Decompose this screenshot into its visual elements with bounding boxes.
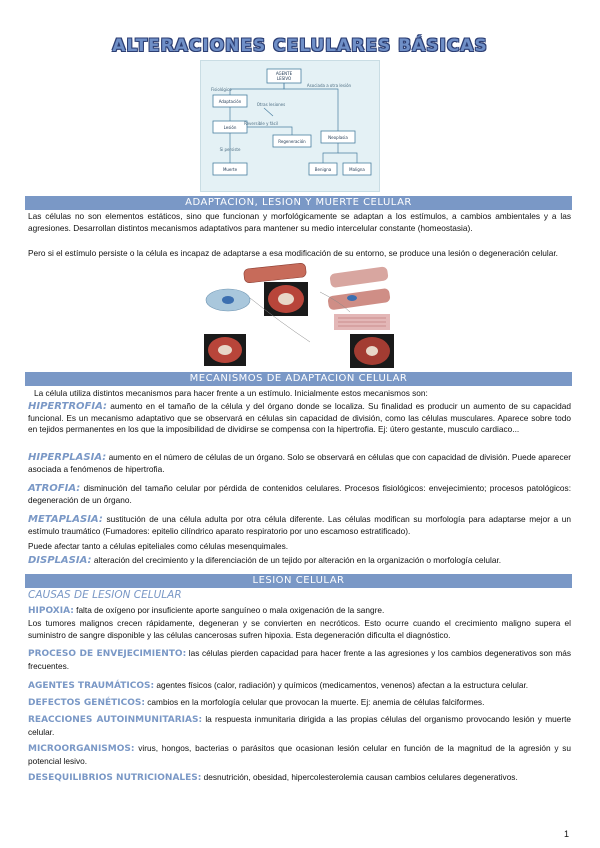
page-number: 1 [564, 829, 570, 839]
paragraph-lesion: Pero si el estímulo persiste o la célula es incapaz de adaptarse a esa modificación de su entorno, se produce una lesión o degeneración celular. [28, 248, 558, 258]
muscle-fiber-image-right [327, 266, 390, 310]
metaplasia-note: Puede afectar tanto a células epiteliales como células mesenquimales. [28, 541, 289, 551]
svg-text:Si persiste: Si persiste [219, 147, 241, 152]
atrophy-tissue-image [334, 314, 390, 330]
definition-envejecimiento: PROCESO DE ENVEJECIMIENTO: las células pierden capacidad para hacer frente a las agresiones y los cambios degenerativos son más frecuentes. [28, 648, 571, 671]
section-header-mecanismos: MECANISMOS DE ADAPTACION CELULAR [25, 372, 572, 386]
paragraph-intro: Las células no son elementos estáticos, sino que funcionan y morfológicamente se adaptan a los estímulos, a cambios ambientales y a las agresiones. Desarrollan distintos mecanismos adaptativos para mantener su medio intercelular constante (homeostasia). [28, 211, 571, 233]
svg-text:Otras lesiones: Otras lesiones [256, 102, 286, 107]
definition-microorganismos: MICROORGANISMOS: virus, hongos, bacterias o parásitos que ocasionan lesión celular en función de la magnitud de la agresión y su potencial lesivo. [28, 743, 571, 766]
svg-text:Neoplasia: Neoplasia [328, 135, 348, 140]
heart-cross-section-top [264, 282, 308, 316]
cell-injury-diagram [200, 60, 380, 192]
definition-displasia: DISPLASIA: alteración del crecimiento y la diferenciación de un tejido por alteración en la organización o morfología celular. [28, 555, 502, 566]
heart-cross-section-left [204, 334, 246, 366]
svg-text:Regeneración: Regeneración [278, 139, 306, 144]
normal-cell-image [206, 289, 250, 311]
definition-metaplasia: METAPLASIA: sustitución de una célula adulta por otra célula diferente. Las células modifican su morfología para adaptarse mejor a un estímulo traumático (Fumadores: epitelio cilíndrico aparato respiratorio por uno escamoso estratificado). [28, 514, 571, 536]
paragraph-mech-intro: La célula utiliza distintos mecanismos para hacer frente a un estímulo. Inicialmente estos mecanismos son: [34, 388, 428, 398]
svg-text:Reversible y fácil: Reversible y fácil [243, 121, 279, 126]
heart-cross-section-right [350, 334, 394, 368]
definition-hiperplasia: HIPERPLASIA: aumento en el número de células de un órgano. Solo se observará en células que con capacidad de división. Puede aparecer asociada a fenómenos de hipertrofia. [28, 452, 571, 474]
definition-hipoxia: HIPOXIA: falta de oxígeno por insuficiente aporte sanguíneo o mala oxigenación de la sangre. [28, 605, 385, 616]
svg-text:Muerte: Muerte [222, 167, 238, 172]
section-header-lesion: LESION CELULAR [25, 574, 572, 588]
section-header-adaptacion: ADAPTACION, LESION Y MUERTE CELULAR [25, 196, 572, 210]
svg-text:LESIVO: LESIVO [276, 76, 292, 81]
definition-hipertrofia: HIPERTROFIA: aumento en el tamaño de la célula y del órgano donde se localiza. Su finalidad es producir un aumento de su capacidad funcional. Es un mecanismo adaptativo que se observará en células sin capacidad de división, como las células musculares. Aparece sobre todo en tejidos permanentes en los que la imposibilidad de dividirse se compensa con la hipertrofia. Ej: útero gestante, musculo cardiaco... [28, 401, 571, 435]
svg-text:Fisiológico: Fisiológico [211, 87, 232, 92]
definition-desequilibrios: DESEQUILIBRIOS NUTRICIONALES: desnutrición, obesidad, hipercolesterolemia causan cambios celulares degenerativos. [28, 772, 518, 783]
definition-autoinmunitarias: REACCIONES AUTOINMUNITARIAS: la respuesta inmunitaria dirigida a las propias células del organismo provocando lesión y muerte celular. [28, 714, 572, 737]
svg-text:Maligna: Maligna [349, 167, 365, 172]
page-title: ALTERACIONES CELULARES BÁSICAS [112, 36, 488, 56]
hipoxia-note: Los tumores malignos crecen rápidamente, degeneran y se convierten en necróticos. Esto ocurre cuando el crecimiento maligno supera el suministro de sangre disponible y las células cancerosas sufren hipoxia. Esta degeneración dificulta el diagnóstico. [28, 618, 571, 640]
muscle-fiber-image-top [243, 263, 306, 283]
definition-geneticos: DEFECTOS GENÉTICOS: cambios en la morfología celular que provocan la muerte. Ej: anemia de células falciformes. [28, 697, 485, 708]
definition-traumaticos: AGENTES TRAUMÁTICOS: agentes físicos (calor, radiación) y químicos (medicamentos, venenos) afectan a la estructura celular. [28, 680, 529, 691]
svg-text:Lesión: Lesión [223, 125, 237, 130]
svg-text:Adaptación: Adaptación [218, 99, 242, 104]
definition-atrofia: ATROFIA: disminución del tamaño celular por pérdida de contenidos celulares. Procesos fisiológicos: envejecimiento; procesos patológicos: degeneración de un órgano. [28, 483, 571, 505]
svg-text:Benigna: Benigna [314, 167, 332, 172]
diagram-top: AGENTE [275, 71, 293, 76]
subheading-causas: CAUSAS DE LESION CELULAR [28, 589, 182, 601]
svg-text:Asociada a otra lesión: Asociada a otra lesión [306, 83, 352, 88]
histology-images [200, 262, 398, 370]
